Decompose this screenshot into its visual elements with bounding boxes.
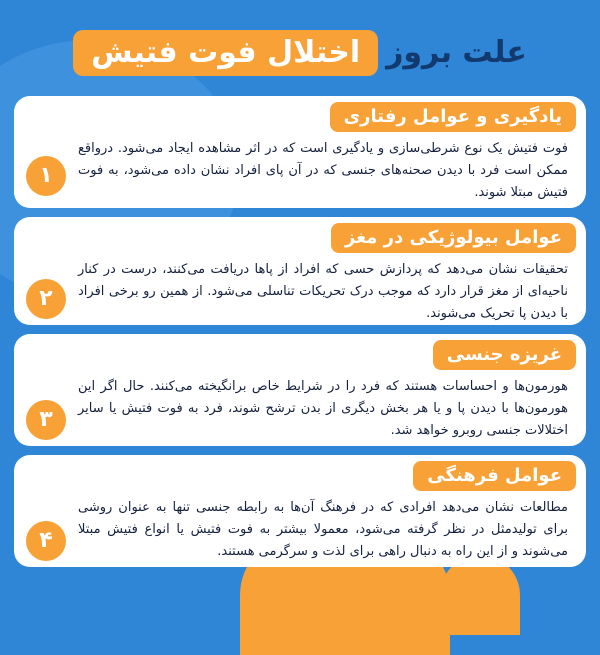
cause-card-2 bbox=[14, 217, 586, 325]
cause-card-3 bbox=[14, 334, 586, 446]
card-text: مطالعات نشان می‌دهد افرادی که در فرهنگ آن‌ها به رابطه جنسی تنها به عنوان روشی برای تولیدمثل در نظر گرفته می‌شود، معمولا بیشتر به فوت فتیش یا انواع فتیش مبتلا می‌شوند و از این راه به دنبال راهی برای لذت و سرگرمی هستند. bbox=[78, 500, 568, 559]
card-number-badge: ۲ bbox=[26, 279, 66, 319]
card-number-badge: ۱ bbox=[26, 156, 66, 196]
card-number-badge: ۳ bbox=[26, 400, 66, 440]
card-number-badge: ۴ bbox=[26, 521, 66, 561]
card-text: تحقیقات نشان می‌دهد که پردازش حسی که افراد از پاها دریافت می‌کنند، درست در کنار ناحیه‌ای از مغز قرار دارد که موجب درک تحریکات تناسلی می‌شود. از همین رو برخی افراد با دیدن پا تحریک می‌شوند. bbox=[78, 262, 568, 321]
card-text: هورمون‌ها و احساسات هستند که فرد را در شرایط خاص برانگیخته می‌کنند. حال اگر این هورمون‌ها با دیدن پا و یا هر بخش دیگری از بدن ترشح شوند، فرد به فوت فتیش یا سایر اختلالات جنسی روبرو خواهد شد. bbox=[78, 379, 568, 438]
cause-card-4 bbox=[14, 455, 586, 567]
card-heading: عوامل بیولوژیکی در مغز bbox=[331, 223, 576, 253]
title-part-1: علت بروز bbox=[386, 35, 527, 70]
cause-card-1 bbox=[14, 96, 586, 208]
title-part-2: اختلال فوت فتیش bbox=[73, 30, 378, 76]
page-title bbox=[0, 28, 600, 78]
card-heading: یادگیری و عوامل رفتاری bbox=[330, 102, 576, 132]
background-finger-illustration bbox=[440, 555, 520, 635]
card-text: فوت فتیش یک نوع شرطی‌سازی و یادگیری است که در اثر مشاهده ایجاد می‌شود. درواقع ممکن است فرد با دیدن صحنه‌های جنسی که در آن پای افراد نشان داده می‌شود، به فوت فتیش مبتلا شوند. bbox=[78, 141, 568, 200]
card-heading: عوامل فرهنگی bbox=[413, 461, 576, 491]
card-heading: غریزه جنسی bbox=[433, 340, 576, 370]
